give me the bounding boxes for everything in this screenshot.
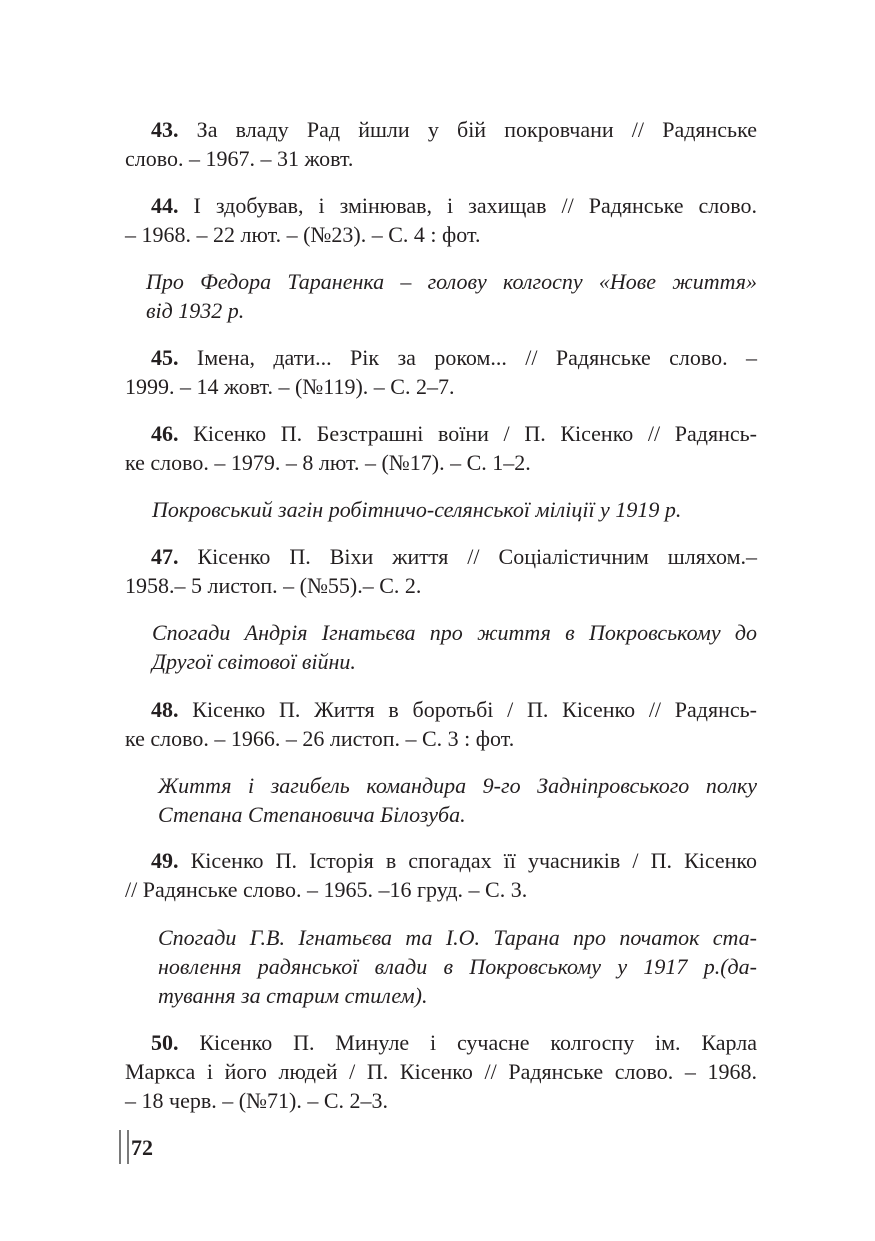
entry-48-line-2: ке слово. – 1966. – 26 листоп. – С. 3 : фот. bbox=[125, 726, 515, 751]
entry-text: Кісенко П. Життя в боротьбі / П. Кісенко // Радянсь- bbox=[192, 697, 758, 722]
entry-47-annotation-2: Другої світової війни. bbox=[152, 649, 356, 674]
entry-43-line-1 bbox=[125, 115, 757, 144]
entry-number: 46. bbox=[151, 421, 179, 446]
entry-44-line-2: – 1968. – 22 лют. – (№23). – С. 4 : фот. bbox=[125, 222, 481, 247]
page-number: 72 bbox=[131, 1135, 153, 1160]
entry-number: 50. bbox=[151, 1030, 179, 1055]
entry-number: 49. bbox=[151, 848, 179, 873]
entry-50-line-3: – 18 черв. – (№71). – С. 2–3. bbox=[125, 1088, 389, 1113]
entry-48-annotation-1: Життя і загибель командира 9-го Задніпровського полку bbox=[158, 773, 757, 798]
entry-44-line-1 bbox=[125, 191, 757, 220]
entry-50-line-2: Маркса і його людей / П. Кісенко // Радянське слово. – 1968. bbox=[125, 1059, 757, 1084]
entry-50-line-1 bbox=[125, 1028, 757, 1057]
entry-49-annotation-1: Спогади Г.В. Ігнатьєва та І.О. Тарана про початок ста- bbox=[158, 925, 757, 950]
entry-49-annotation-2: новлення радянської влади в Покровському у 1917 р.(да- bbox=[158, 954, 757, 979]
entry-number: 47. bbox=[151, 544, 179, 569]
entry-text: Кісенко П. Історія в спогадах її учасників / П. Кісенко bbox=[190, 848, 757, 873]
entry-46-line-2: ке слово. – 1979. – 8 лют. – (№17). – С. 1–2. bbox=[125, 450, 531, 475]
entry-text: Кісенко П. Віхи життя // Соціалістичним шляхом.– bbox=[197, 544, 757, 569]
entry-number: 43. bbox=[151, 117, 179, 142]
entry-48-annotation-2: Степана Степановича Білозуба. bbox=[158, 802, 466, 827]
entry-number: 45. bbox=[151, 345, 179, 370]
entry-text: Кісенко П. Безстрашні воїни / П. Кісенко // Радянсь- bbox=[193, 421, 758, 446]
entry-47-line-2: 1958.– 5 листоп. – (№55).– С. 2. bbox=[125, 573, 422, 598]
entry-number: 48. bbox=[151, 697, 179, 722]
entry-49-annotation-3: тування за старим стилем). bbox=[158, 983, 428, 1008]
entry-49-line-2: // Радянське слово. – 1965. –16 груд. – С. 3. bbox=[125, 877, 528, 902]
entry-text: І здобував, і змінював, і захищав // Радянське слово. bbox=[193, 193, 758, 218]
entry-45-line-2: 1999. – 14 жовт. – (№119). – С. 2–7. bbox=[125, 374, 455, 399]
entry-47-annotation-1: Спогади Андрія Ігнатьєва про життя в Покровському до bbox=[152, 620, 757, 645]
entry-43-line-2: слово. – 1967. – 31 жовт. bbox=[125, 146, 354, 171]
entry-49-line-1 bbox=[125, 846, 757, 875]
entry-text: Кісенко П. Минуле і сучасне колгоспу ім. Карла bbox=[199, 1030, 757, 1055]
entry-44-annotation-2: від 1932 р. bbox=[146, 298, 245, 323]
entry-text: За владу Рад йшли у бій покровчани // Радянське bbox=[196, 117, 757, 142]
entry-number: 44. bbox=[151, 193, 179, 218]
entry-46-annotation-1: Покровський загін робітничо-селянської міліції у 1919 р. bbox=[152, 497, 682, 522]
entry-45-line-1 bbox=[125, 343, 757, 372]
entry-46-line-1 bbox=[125, 419, 757, 448]
entry-47-line-1 bbox=[125, 542, 757, 571]
entry-text: Імена, дати... Рік за роком... // Радянське слово. – bbox=[196, 345, 758, 370]
entry-44-annotation-1: Про Федора Тараненка – голову колгоспу «Нове життя» bbox=[146, 269, 757, 294]
entry-48-line-1 bbox=[125, 695, 757, 724]
page-number-rule bbox=[119, 1130, 129, 1164]
